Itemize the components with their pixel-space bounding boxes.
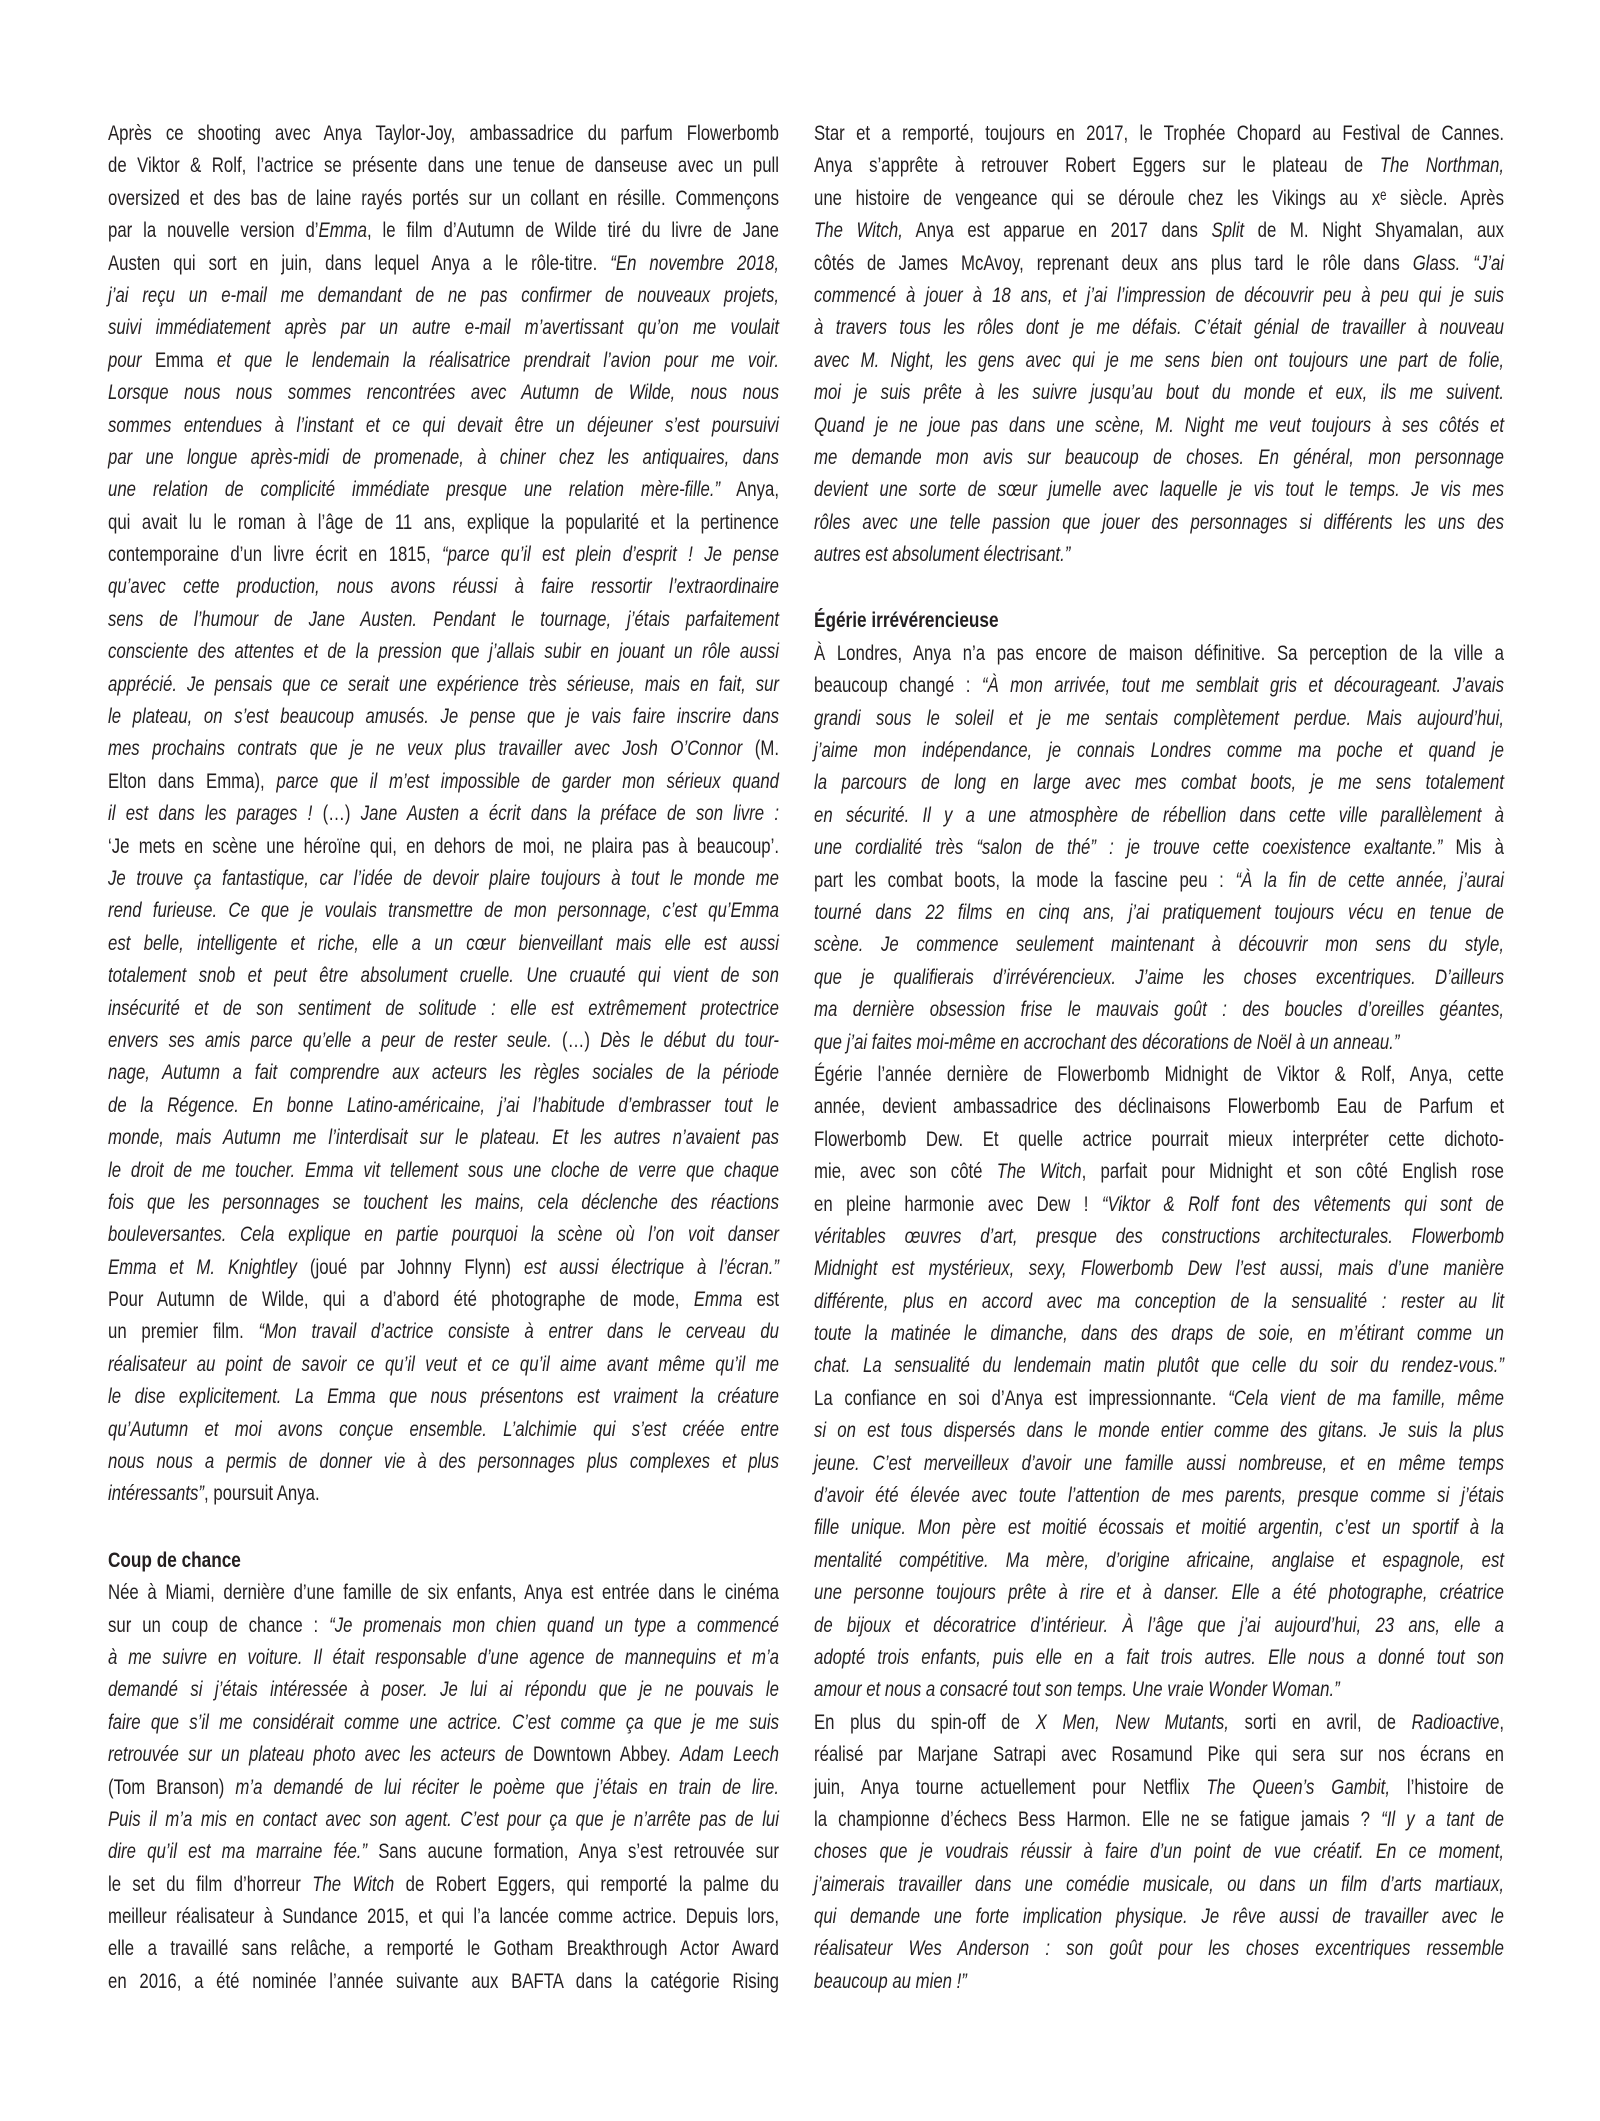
text-line [814, 538, 1504, 570]
italic-run: “À mon arrivée, tout me semblait gris et décourageant. J’avais [981, 673, 1504, 698]
italic-run: sens de l’humour de Jane Austen. Pendant le tournage, j’étais parfaitement [108, 606, 779, 631]
paragraph [814, 1706, 1504, 1998]
italic-run: moi je suis prête à les suivre jusqu’au bout du monde et eux, ils me suivent. [814, 380, 1504, 405]
text-line [814, 928, 1504, 960]
text-line [108, 570, 779, 602]
text-line [108, 700, 779, 732]
roman-run: Née à Miami, dernière d’une famille de six enfants, Anya est entrée dans le cinéma [108, 1580, 779, 1605]
text-line [108, 1771, 779, 1803]
text-line [108, 1089, 779, 1121]
italic-run: qu’Autumn et moi avons conçue ensemble. L’alchimie qui s’est créée entre [108, 1416, 779, 1441]
text-line [108, 1900, 779, 1932]
text-line [108, 1154, 779, 1186]
roman-run: par la nouvelle version d’ [108, 218, 319, 243]
italic-run: fille unique. Mon père est moitié écossais et moitié argentin, c’est un sportif à la [814, 1515, 1504, 1540]
roman-run: le set du film d’horreur [108, 1871, 313, 1896]
text-line [108, 1413, 779, 1445]
italic-run: réalisateur Wes Anderson : son goût pour les choses excentriques ressemble [814, 1936, 1504, 1961]
text-line [108, 214, 779, 246]
italic-run: X Men, New Mutants, [1035, 1709, 1229, 1734]
text-line [108, 1186, 779, 1218]
italic-run: et que le lendemain la réalisatrice prendrait l’avion pour me voir. [203, 347, 779, 372]
text-line [108, 894, 779, 926]
italic-run: Split [1211, 218, 1245, 243]
italic-run: nous nous a permis de donner vie à des personnages plus complexes et plus [108, 1449, 779, 1474]
italic-run: sommes entendues à l’instant et ce qui devait être un déjeuner s’est poursuivi [108, 412, 779, 437]
text-line [108, 1932, 779, 1964]
text-line [814, 896, 1504, 928]
text-line [814, 799, 1504, 831]
roman-run: Après ce shooting avec Anya Taylor-Joy, ambassadrice du parfum Flowerbomb [108, 121, 779, 145]
text-line [108, 992, 779, 1024]
italic-run: me demande mon avis sur beaucoup de choses. En général, mon personnage [814, 444, 1504, 469]
italic-run: rôles avec une telle passion que jouer des personnages si différents les uns des [814, 509, 1504, 534]
text-line [814, 1803, 1504, 1835]
text-line [108, 732, 779, 764]
italic-run: par une longue après-midi de promenade, à chiner chez les antiquaires, dans [108, 444, 779, 469]
text-line [108, 1218, 779, 1250]
text-line [814, 1349, 1504, 1381]
roman-run: en pleine harmonie avec Dew ! [814, 1191, 1102, 1216]
text-line [814, 1123, 1504, 1155]
text-line [108, 1576, 779, 1608]
text-line [814, 831, 1504, 863]
italic-run: mentalité compétitive. Ma mère, d’origine africaine, anglaise et espagnole, est [814, 1547, 1504, 1572]
roman-run: beaucoup changé : [814, 673, 982, 698]
roman-run: année, devient ambassadrice des déclinaisons Flowerbomb Eau de Parfum et [814, 1094, 1504, 1119]
text-line [814, 311, 1504, 343]
italic-run: “Cela vient de ma famille, même [1228, 1385, 1504, 1410]
paragraph [108, 117, 779, 1510]
text-line [814, 473, 1504, 505]
roman-run: Star et a remporté, toujours en 2017, le Trophée Chopard au Festival de Cannes. [814, 121, 1504, 145]
text-line [108, 441, 779, 473]
text-line [814, 1058, 1504, 1090]
italic-run: insécurité et de son sentiment de solitude : elle est extrêmement protectrice [108, 995, 779, 1020]
text-line [814, 1026, 1504, 1058]
roman-run: est [742, 1287, 780, 1312]
italic-run: pour [108, 347, 155, 372]
text-line [108, 668, 779, 700]
italic-run: est aussi électrique à l’écran.” [523, 1254, 779, 1279]
italic-run: Jane Austen a écrit dans la préface de son livre : [360, 801, 780, 826]
italic-run: chat. La sensualité du lendemain matin plutôt que celle du soir du rendez-vous.” [814, 1353, 1504, 1378]
text-line [108, 1283, 779, 1315]
italic-run: Emma et M. Knightley [108, 1254, 310, 1279]
roman-run: qui avait lu le roman à l’âge de 11 ans, explique la popularité et la pertinence [108, 509, 779, 534]
text-line [108, 1251, 779, 1283]
text-line [108, 538, 779, 570]
text-line [814, 961, 1504, 993]
italic-run: Lorsque nous nous sommes rencontrées avec Autumn de Wilde, nous nous [108, 380, 779, 405]
italic-run: Dès le début du tour- [600, 1027, 779, 1052]
roman-run: une histoire de vengeance qui se déroule chez les Vikings au xᵉ siècle. Après [814, 185, 1504, 210]
italic-run: réalisateur au point de savoir ce qu’il veut et ce qu’il aime avant même qu’il me [108, 1351, 779, 1376]
italic-run: grandi sous le soleil et je me sentais complètement perdue. Mais aujourd’hui, [814, 705, 1504, 730]
roman-run: Égérie l’année dernière de Flowerbomb Midnight de Viktor & Rolf, Anya, cette [814, 1061, 1504, 1086]
text-line [108, 1380, 779, 1412]
roman-run: Sans aucune formation, Anya s’est retrouvée sur [367, 1839, 779, 1864]
italic-run: devient une sorte de sœur jumelle avec laquelle je vis tout le temps. Je vis mes [814, 477, 1504, 502]
text-line [814, 1544, 1504, 1576]
text-line [108, 149, 779, 181]
italic-run: “Mon travail d’actrice consiste à entrer dans le cerveau du [258, 1319, 780, 1344]
text-line [108, 797, 779, 829]
italic-run: The Witch [312, 1871, 395, 1896]
text-line [814, 1447, 1504, 1479]
italic-run: intéressants” [108, 1481, 205, 1506]
italic-run: qu’avec cette production, nous avons réussi à faire ressortir l’extraordinaire [108, 574, 779, 599]
italic-run: commencé à jouer à 18 ans, et j’ai l’impression de découvrir peu à peu qui je suis [814, 282, 1504, 307]
italic-run: ma dernière obsession frise le mauvais goût : des boucles d’oreilles géantes, [814, 997, 1504, 1022]
roman-run: (joué par Johnny Flynn) [309, 1254, 524, 1279]
text-line [814, 1479, 1504, 1511]
roman-run: Downtown Abbey. [532, 1742, 681, 1767]
text-line [814, 669, 1504, 701]
text-line [108, 182, 779, 214]
text-line [108, 311, 779, 343]
text-line [814, 1188, 1504, 1220]
roman-run: juin, Anya tourne actuellement pour Netflix [814, 1774, 1207, 1799]
text-line [814, 1868, 1504, 1900]
text-line [814, 702, 1504, 734]
text-line [814, 734, 1504, 766]
text-line [108, 1706, 779, 1738]
text-line [814, 117, 1504, 149]
text-line [814, 1414, 1504, 1446]
section-heading: Égérie irrévérencieuse [814, 608, 999, 633]
italic-run: Midnight est mystérieux, sexy, Flowerbomb Dew l’est aussi, mais d’une manière [814, 1256, 1504, 1281]
roman-run: , le film d’Autumn de Wilde tiré du livre de Jane [366, 218, 779, 243]
italic-run: d’avoir été élevée avec toute l’attention de mes parents, presque comme si j’étais [814, 1483, 1504, 1508]
italic-run: Adam Leech [680, 1742, 780, 1767]
italic-run: choses que je voudrais réussir à faire d’un point de vue créatif. En ce moment, [814, 1839, 1504, 1864]
roman-run: elle a travaillé sans relâche, a remporté le Gotham Breakthrough Actor Award [108, 1936, 779, 1961]
text-line [814, 506, 1504, 538]
roman-run: (M. [742, 736, 779, 761]
italic-run: bouleversantes. Cela explique en partie pourquoi la scène où l’on voit danser [108, 1222, 779, 1247]
roman-run: Pour Autumn de Wilde, qui a d’abord été photographe de mode, [108, 1287, 694, 1312]
italic-run: “Je promenais mon chien quand un type a commencé [329, 1612, 779, 1637]
text-line [814, 409, 1504, 441]
text-line [814, 1771, 1504, 1803]
text-line [814, 1673, 1504, 1705]
roman-run: sur un coup de chance : [108, 1612, 330, 1637]
text-line [814, 993, 1504, 1025]
italic-run: “À la fin de cette année, j’aurai [1235, 867, 1504, 892]
text-line [814, 1641, 1504, 1673]
text-line [814, 1576, 1504, 1608]
italic-run: faire que s’il me considérait comme une actrice. C’est comme ça que je me suis [108, 1709, 779, 1734]
italic-run: qui demande une forte implication physique. Je rêve aussi de travailler avec le [814, 1904, 1504, 1929]
italic-run: consciente des attentes et de la pression que j’allais subir en jouant un rôle aussi [108, 639, 779, 664]
italic-run: le plateau, on s’est beaucoup amusés. Je pense que je vais faire inscrire dans [108, 704, 779, 729]
text-line [108, 1641, 779, 1673]
text-line [108, 1738, 779, 1770]
text-line [814, 1932, 1504, 1964]
roman-run: meilleur réalisateur à Sundance 2015, et qui l’a lancée comme actrice. Depuis lors, [108, 1904, 779, 1929]
roman-run: (…) [322, 801, 361, 826]
roman-run: de Viktor & Rolf, l’actrice se présente dans une tenue de danseuse avec un pull [108, 153, 779, 178]
roman-run: part les combat boots, la mode la fascine peu : [814, 867, 1236, 892]
italic-run: demandé si j’étais intéressée à poser. Je lui ai répondu que je ne pouvais le [108, 1677, 779, 1702]
text-line [108, 1965, 779, 1997]
italic-run: autres est absolument électrisant.” [814, 542, 1071, 567]
text-line [814, 344, 1504, 376]
italic-run: j’aime mon indépendance, je connais Londres comme ma poche et quand je [814, 738, 1504, 763]
italic-run: parce que il m’est impossible de garder mon sérieux quand [276, 768, 779, 793]
italic-run: apprécié. Je pensais que ce serait une expérience très sérieuse, mais en fait, sur [108, 671, 779, 696]
text-line [814, 1706, 1504, 1738]
roman-run: , [1499, 1709, 1504, 1734]
italic-run: beaucoup au mien !” [814, 1968, 967, 1993]
italic-run: Puis il m’a mis en contact avec son agent. C’est pour ça que je n’arrête pas de lui [108, 1806, 779, 1831]
text-line [814, 1317, 1504, 1349]
italic-run: Emma [693, 1287, 743, 1312]
text-line [814, 1835, 1504, 1867]
text-line [108, 473, 779, 505]
italic-run: si on est tous dispersés dans le monde entier comme des gitans. Je suis la plus [814, 1418, 1504, 1443]
text-line [814, 376, 1504, 408]
italic-run: retrouvée sur un plateau photo avec les acteurs de [108, 1742, 533, 1767]
italic-run: Glass. “J’ai [1412, 250, 1504, 275]
italic-run: The Witch, [814, 218, 903, 243]
roman-run: En plus du spin-off de [814, 1709, 1036, 1734]
italic-run: fois que les personnages se touchent les mains, cela déclenche des réactions [108, 1189, 779, 1214]
text-line [108, 927, 779, 959]
italic-run: véritables œuvres d’art, presque des constructions architecturales. Flowerbomb [814, 1223, 1504, 1248]
text-line [108, 1868, 779, 1900]
text-line [108, 1024, 779, 1056]
italic-run: en sécurité. Il y a une atmosphère de rébellion dans cette ville parallèlement à [814, 802, 1504, 827]
text-line [108, 1609, 779, 1641]
text-line [108, 376, 779, 408]
roman-run: , parfait pour Midnight et son côté English rose [1081, 1159, 1504, 1184]
text-line [108, 603, 779, 635]
italic-run: à travers tous les rôles dont je me défais. C’était génial de travailler à nouveau [814, 315, 1504, 340]
roman-run: contemporaine d’un livre écrit en 1815, [108, 542, 442, 567]
text-line [814, 247, 1504, 279]
italic-run: “Il y a tant de [1381, 1806, 1504, 1831]
roman-run: ‘Je mets en scène une héroïne qui, en dehors de moi, ne plaira pas à beaucoup’. [108, 833, 779, 858]
italic-run: tourné dans 22 films en cinq ans, j’ai pratiquement toujours vécu en tenue de [814, 899, 1504, 924]
italic-run: que je qualifierais d’irrévérencieux. J’aime les choses excentriques. D’ailleurs [814, 964, 1504, 989]
roman-run: de Robert Eggers, qui remporté la palme du [394, 1871, 779, 1896]
text-line [814, 441, 1504, 473]
roman-run: (…) [562, 1027, 601, 1052]
italic-run: “parce qu’il est plein d’esprit ! Je pense [441, 542, 779, 567]
text-line [108, 1803, 779, 1835]
italic-run: j’ai reçu un e-mail me demandant de ne pas confirmer de nouveaux projets, [108, 282, 779, 307]
text-line [108, 1056, 779, 1088]
article-column-left [108, 117, 779, 1997]
italic-run: adopté trois enfants, puis elle en a fait trois autres. Elle nous a donné tout son [814, 1644, 1504, 1669]
italic-run: scène. Je commence seulement maintenant à découvrir mon sens du style, [814, 932, 1504, 957]
italic-run: Je trouve ça fantastique, car l’idée de devoir plaire toujours à tout le monde me [108, 865, 779, 890]
text-line [814, 1090, 1504, 1122]
text-line [108, 506, 779, 538]
text-line [108, 830, 779, 862]
italic-run: une cordialité très “salon de thé” : je trouve cette coexistence exaltante.” [814, 835, 1443, 860]
italic-run: de bijoux et décoratrice d’intérieur. À l’âge que j’ai aujourd’hui, 23 ans, elle a [814, 1612, 1504, 1637]
text-line [108, 1477, 779, 1509]
italic-run: à me suivre en voiture. Il était responsable d’une agence de mannequins et m’a [108, 1644, 779, 1669]
text-line [814, 182, 1504, 214]
roman-run: Anya s’apprête à retrouver Robert Eggers sur le plateau de [814, 153, 1380, 178]
paragraph [108, 1576, 779, 1997]
italic-run: “Viktor & Rolf font des vêtements qui sont de [1101, 1191, 1505, 1216]
article-section [814, 604, 1504, 1997]
italic-run: rend furieuse. Ce que je voulais transmettre de mon personnage, c’est qu’Emma [108, 898, 779, 923]
text-line [814, 1155, 1504, 1187]
roman-run: la championne d’échecs Bess Harmon. Elle ne se fatigue jamais ? [814, 1806, 1382, 1831]
italic-run: différente, plus en accord avec ma conception de la sensualité : rester au lit [814, 1288, 1504, 1313]
roman-run: oversized et des bas de laine rayés portés sur un collant en résille. Commençons [108, 185, 779, 210]
paragraph [814, 1058, 1504, 1706]
italic-run: dire qu’il est ma marraine fée.” [108, 1839, 368, 1864]
text-line [814, 766, 1504, 798]
roman-run: La confiance en soi d’Anya est impressionnante. [814, 1385, 1229, 1410]
italic-run: m’a demandé de lui réciter le poème que j’étais en train de lire. [235, 1774, 779, 1799]
italic-run: The Queen’s Gambit, [1206, 1774, 1390, 1799]
paragraph [814, 637, 1504, 1058]
italic-run: que j’ai faites moi-même en accrochant des décorations de Noël à un anneau.” [814, 1029, 1400, 1054]
paragraph [814, 117, 1504, 570]
text-line [108, 635, 779, 667]
roman-run: (Tom Branson) [108, 1774, 236, 1799]
italic-run: de la Régence. En bonne Latino-américaine, j’ai l’habitude d’embrasser tout le [108, 1092, 779, 1117]
text-line [108, 247, 779, 279]
roman-run: À Londres, Anya n’a pas encore de maison définitive. Sa perception de la ville a [814, 640, 1504, 665]
italic-run: The Witch [996, 1159, 1082, 1184]
text-line [814, 1738, 1504, 1770]
italic-run: le droit de me toucher. Emma vit tellement sous une cloche de verre que chaque [108, 1157, 779, 1182]
italic-run: une relation de complicité immédiate presque une relation mère-fille.” [108, 477, 721, 502]
text-line [108, 409, 779, 441]
article-section [814, 117, 1504, 570]
text-line [108, 959, 779, 991]
roman-run: l’histoire de [1389, 1774, 1504, 1799]
italic-run: “En novembre 2018, [610, 250, 780, 275]
text-line [814, 1382, 1504, 1414]
text-line [108, 117, 779, 149]
text-line [108, 1121, 779, 1153]
text-line [108, 1445, 779, 1477]
roman-run: Mis à [1442, 835, 1504, 860]
italic-run: il est dans les parages ! [108, 801, 323, 826]
italic-run: est belle, intelligente et riche, elle a un cœur bienveillant mais elle est aussi [108, 930, 779, 955]
italic-run: toute la matinée le dimanche, dans des draps de soie, en m’étirant comme un [814, 1321, 1504, 1346]
text-line [814, 1511, 1504, 1543]
italic-run: monde, mais Autumn me l’interdisait sur le plateau. Et les autres n’avaient pas [108, 1125, 779, 1150]
roman-run: réalisé par Marjane Satrapi avec Rosamund Pike qui sera sur nos écrans en [814, 1742, 1504, 1767]
roman-run: Anya est apparue en 2017 dans [902, 218, 1212, 243]
text-line [108, 765, 779, 797]
text-line [108, 1315, 779, 1347]
roman-run: Emma [154, 347, 204, 372]
italic-run: une personne toujours prête à rire et à danser. Elle a été photographe, créatrice [814, 1580, 1504, 1605]
italic-run: Emma [318, 218, 367, 243]
italic-run: mes prochains contrats que je ne veux plus travailler avec Josh O’Connor [108, 736, 743, 761]
italic-run: The Northman, [1379, 153, 1504, 178]
italic-run: Radioactive [1411, 1709, 1500, 1734]
roman-run: de M. Night Shyamalan, aux [1244, 218, 1504, 243]
roman-run: Elton dans Emma), [108, 768, 277, 793]
text-line [814, 214, 1504, 246]
roman-run: , poursuit Anya. [204, 1481, 320, 1506]
article-column-right [814, 117, 1504, 1997]
roman-run: côtés de James McAvoy, reprenant deux ans plus tard le rôle dans [814, 250, 1413, 275]
text-line [108, 862, 779, 894]
text-line [814, 149, 1504, 181]
text-line [814, 637, 1504, 669]
text-line [814, 1965, 1504, 1997]
roman-run: sorti en avril, de [1228, 1709, 1412, 1734]
italic-run: j’aimerais travailler dans une comédie musicale, ou dans un film d’arts martiaux, [814, 1871, 1504, 1896]
italic-run: la parcours de long en large avec mes combat boots, je me sens totalement [814, 770, 1504, 795]
text-line [814, 1900, 1504, 1932]
roman-run: mie, avec son côté [814, 1159, 997, 1184]
text-line [814, 279, 1504, 311]
italic-run: totalement snob et peut être absolument cruelle. Une cruauté qui vient de son [108, 963, 779, 988]
italic-run: amour et nous a consacré tout son temps. Une vraie Wonder Woman.” [814, 1677, 1340, 1702]
text-line [108, 1348, 779, 1380]
article-section [108, 117, 779, 1510]
text-line [108, 1673, 779, 1705]
article-section [108, 1544, 779, 1997]
roman-run: un premier film. [108, 1319, 259, 1344]
text-line [814, 1285, 1504, 1317]
italic-run: Quand je ne joue pas dans une scène, M. Night me veut toujours à ses côtés et [814, 412, 1504, 437]
roman-run: Austen qui sort en juin, dans lequel Anya a le rôle-titre. [108, 250, 611, 275]
italic-run: nage, Autumn a fait comprendre aux acteurs les règles sociales de la période [108, 1060, 779, 1085]
text-line [108, 1835, 779, 1867]
italic-run: envers ses amis parce qu’elle a peur de rester seule. [108, 1027, 563, 1052]
text-line [814, 864, 1504, 896]
text-line [108, 279, 779, 311]
italic-run: avec M. Night, les gens avec qui je me sens bien ont toujours une part de folie, [814, 347, 1504, 372]
italic-run: jeune. C’est merveilleux d’avoir une famille aussi nombreuse, et en même temps [814, 1450, 1504, 1475]
roman-run: Anya, [720, 477, 779, 502]
italic-run: le dise explicitement. La Emma que nous présentons est vraiment la créature [108, 1384, 779, 1409]
text-line [814, 1609, 1504, 1641]
text-line [814, 1220, 1504, 1252]
section-heading: Coup de chance [108, 1547, 241, 1572]
roman-run: Flowerbomb Dew. Et quelle actrice pourrait mieux interpréter cette dichoto- [814, 1126, 1504, 1151]
italic-run: suivi immédiatement après par un autre e-mail m’avertissant qu’on me voulait [108, 315, 779, 340]
text-line [814, 1252, 1504, 1284]
roman-run: en 2016, a été nominée l’année suivante aux BAFTA dans la catégorie Rising [108, 1968, 779, 1993]
text-line [108, 344, 779, 376]
